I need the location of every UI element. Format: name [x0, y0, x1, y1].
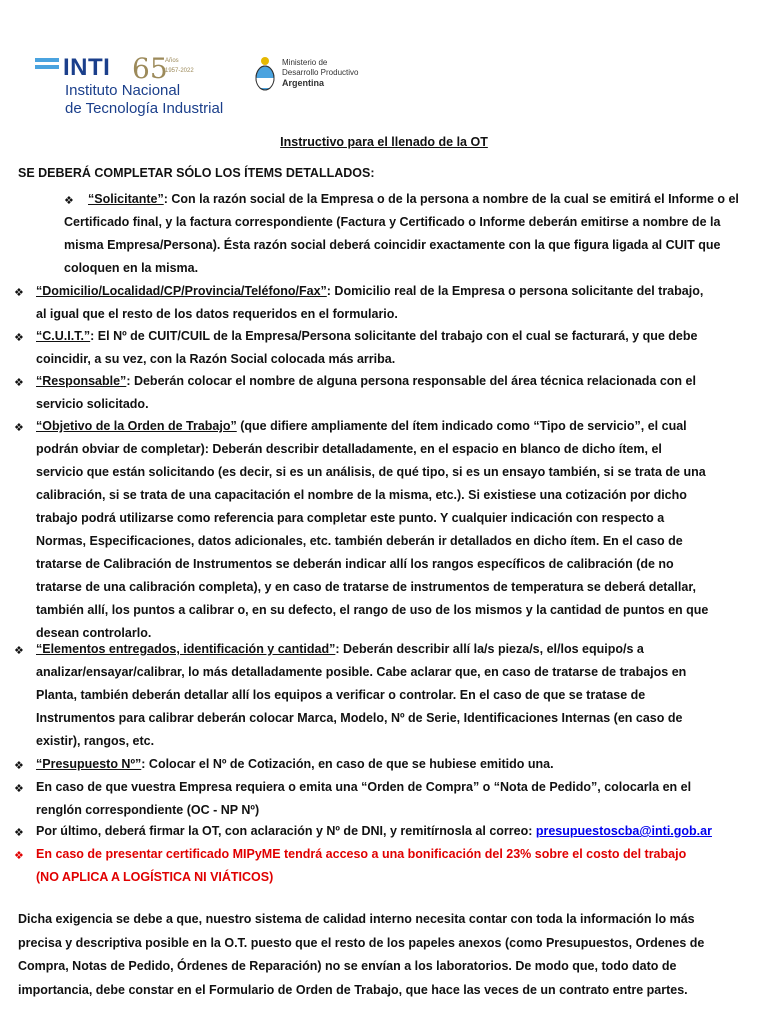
list-item-text: misma Empresa/Persona). Ésta razón social deberá coincidir exactamente con la que figura ligada al CUIT que: [64, 238, 721, 252]
list-item-elementos: “Elementos entregados, identificación y cantidad”: Deberán describir allí la/s pieza/s, el/los equipo/s a: [36, 642, 644, 656]
list-item-text: tratarse de Calibración de Instrumentos se deberán indicar allí los rangos específicos de calibración (de no: [36, 557, 674, 571]
bullet-icon: ❖: [14, 850, 24, 862]
list-item-orden-compra: En caso de que vuestra Empresa requiera o emita una “Orden de Compra” o “Nota de Pedido”, colocarla en el: [36, 780, 692, 794]
inti-flag-icon: [35, 58, 59, 72]
document-title: Instructivo para el llenado de la OT: [280, 135, 488, 149]
ministerio-label: Ministerio de Desarrollo Productivo Argentina: [282, 58, 359, 88]
list-item-text: coloquen en la misma.: [64, 261, 199, 275]
list-item-text: podrán obviar de completar): Deberán describir detalladamente, en el espacio en blanco de dicho ítem, el: [36, 442, 662, 456]
list-item-text: desean controlarlo.: [36, 626, 152, 640]
list-item-text: calibración, si se trata de una capacitación el nombre de la misma, etc.). Si existiese una cotización por dicho: [36, 488, 687, 502]
list-item-cuit: “C.U.I.T.”: El Nº de CUIT/CUIL de la Empresa/Persona solicitante del trabajo con el cual se facturará, y que debe: [36, 329, 698, 343]
list-item-text: Planta, también deberán detallar allí los equipos a verificar o controlar. En el caso de que se tratase de: [36, 688, 646, 702]
bullet-icon: ❖: [14, 645, 24, 657]
list-item-text: existir), rangos, etc.: [36, 734, 155, 748]
bullet-icon: ❖: [14, 422, 24, 434]
anniversary-label: Años: [165, 58, 179, 64]
list-item-text: tratarse de una calibración completa), y en caso de tratarse de instrumentos de temperatura se deberá detallar,: [36, 580, 696, 594]
document-header: [0, 0, 768, 130]
bullet-icon: ❖: [14, 827, 24, 839]
bullet-icon: ❖: [14, 377, 24, 389]
list-item-solicitante: “Solicitante”: Con la razón social de la Empresa o de la persona a nombre de la cual se emitirá el Informe o el: [88, 192, 739, 206]
bullet-icon: ❖: [14, 783, 24, 795]
inti-subtitle-1: Instituto Nacional: [65, 82, 181, 99]
list-item-objetivo: “Objetivo de la Orden de Trabajo” (que difiere ampliamente del ítem indicado como “Tipo de servicio”, el cual: [36, 419, 687, 433]
list-item-presupuesto: “Presupuesto Nº”: Colocar el Nº de Cotización, en caso de que se hubiese emitido una.: [36, 757, 554, 771]
list-item-text: Instrumentos para calibrar deberán colocar Marca, Modelo, Nº de Serie, Identificaciones Internas (en caso de: [36, 711, 683, 725]
list-item-text: también allí, los puntos a calibrar o, en su defecto, el rango de uso de los mismos y la cantidad de puntos en que: [36, 603, 709, 617]
argentina-shield-icon: [254, 56, 276, 92]
list-item-text: servicio que están solicitando (es decir, si es un análisis, de qué tipo, si es un ensayo también, si se trata de una: [36, 465, 706, 479]
list-item-text: renglón correspondiente (OC - NP Nº): [36, 803, 260, 817]
list-item-domicilio: “Domicilio/Localidad/CP/Provincia/Teléfono/Fax”: Domicilio real de la Empresa o persona solicitante del trabajo,: [36, 284, 704, 298]
anniversary-number: 65: [132, 52, 168, 85]
inti-wordmark: INTI: [63, 54, 111, 81]
list-item-responsable: “Responsable”: Deberán colocar el nombre de alguna persona responsable del área técnica relacionada con el: [36, 374, 696, 388]
list-item-text: (NO APLICA A LOGÍSTICA NI VIÁTICOS): [36, 870, 274, 884]
anniversary-years: 1957-2022: [165, 68, 194, 74]
closing-paragraph: Dicha exigencia se debe a que, nuestro sistema de calidad interno necesita contar con toda la información lo más precisa y descriptiva posible en la O.T. puesto que el resto de los papeles anexos (como Presupuestos, Ordenes de Compra, Notas de Pedido, Órdenes de Reparación) no se envían a los laboratorios. De modo que, todo dato de importancia, debe constar en el Formulario de Orden de Trabajo, que hace las veces de un contrato entre partes.: [18, 912, 705, 997]
list-item-text: Certificado final, y la factura correspondiente (Factura y Certificado o Informe deberán emitirse a nombre de la: [64, 215, 721, 229]
email-link[interactable]: presupuestoscba@inti.gob.ar: [535, 824, 712, 838]
bullet-icon: ❖: [64, 195, 74, 207]
list-item-text: Normas, Especificaciones, datos adicionales, etc. también deberán ir detallados en dicho ítem. En el caso de: [36, 534, 683, 548]
list-item-text: al igual que el resto de los datos requeridos en el formulario.: [36, 307, 398, 321]
bullet-icon: ❖: [14, 287, 24, 299]
bullet-icon: ❖: [14, 332, 24, 344]
list-item-mipyme: En caso de presentar certificado MIPyME tendrá acceso a una bonificación del 23% sobre el costo del trabajo: [36, 847, 687, 861]
list-item-text: analizar/ensayar/calibrar, lo más detalladamente posible. Cabe aclarar que, en caso de tratarse de trabajos en: [36, 665, 687, 679]
list-item-text: trabajo podrá utilizarse como referencia para completar este punto. Y cualquier indicación con respecto a: [36, 511, 665, 525]
document-subtitle: SE DEBERÁ COMPLETAR SÓLO LOS ÍTEMS DETALLADOS:: [18, 166, 375, 180]
list-item-text: servicio solicitado.: [36, 397, 149, 411]
bullet-icon: ❖: [14, 760, 24, 772]
inti-subtitle-2: de Tecnología Industrial: [65, 100, 224, 117]
list-item-firma: Por último, deberá firmar la OT, con aclaración y Nº de DNI, y remitírnosla al correo: presupuestoscba@inti.gob.ar: [36, 824, 712, 838]
list-item-text: coincidir, a su vez, con la Razón Social colocada más arriba.: [36, 352, 396, 366]
